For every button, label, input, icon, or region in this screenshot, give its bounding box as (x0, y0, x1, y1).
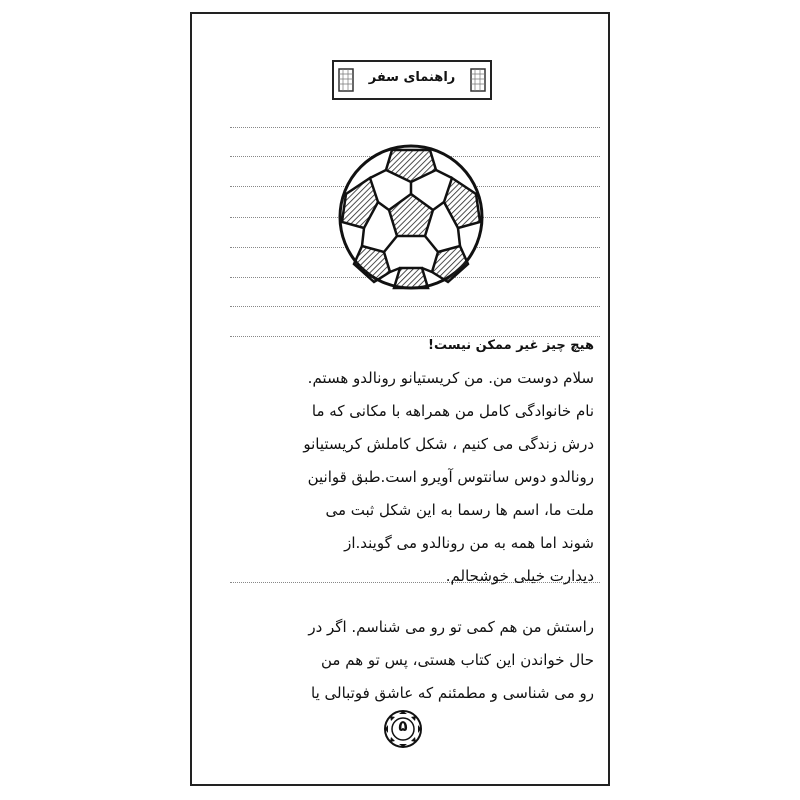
text-line: درش زندگی می کنیم ، شکل کاملش کریستیانو (303, 435, 594, 453)
paragraph-2 (226, 611, 594, 710)
goal-net-icon (470, 68, 486, 92)
text-line: سلام دوست من. من کریستیانو رونالدو هستم. (307, 369, 594, 387)
text-line: حال خواندن این کتاب هستی، پس تو هم من (321, 651, 594, 669)
soccer-ball-icon (336, 142, 486, 292)
text-line: شوند اما همه به من رونالدو می گویند.از (344, 534, 594, 552)
book-page (190, 12, 610, 786)
paragraph-1 (226, 362, 594, 593)
text-line: راستش من هم کمی تو رو می شناسم. اگر در (308, 618, 594, 636)
page-number: ۵ (398, 717, 408, 735)
text-line: نام خانوادگی کامل من همراهه با مکانی که ما (311, 402, 594, 420)
text-line: دیدارت خیلی خوشحالم. (445, 567, 594, 585)
text-line: رونالدو دوس سانتوس آویرو است.طبق قوانین (307, 468, 594, 486)
dotted-line (230, 336, 600, 337)
dotted-line (230, 127, 600, 128)
header-title: راهنمای سفر (368, 70, 456, 85)
text-line: رو می شناسی و مطمئنم که عاشق فوتبالی یا (311, 684, 594, 702)
dotted-line (230, 306, 600, 307)
header-box (332, 60, 492, 100)
text-line: ملت ما، اسم ها رسما به این شکل ثبت می (325, 501, 594, 519)
goal-net-icon (338, 68, 354, 92)
section-heading: هیچ چیز غیر ممکن نیست! (428, 338, 594, 353)
